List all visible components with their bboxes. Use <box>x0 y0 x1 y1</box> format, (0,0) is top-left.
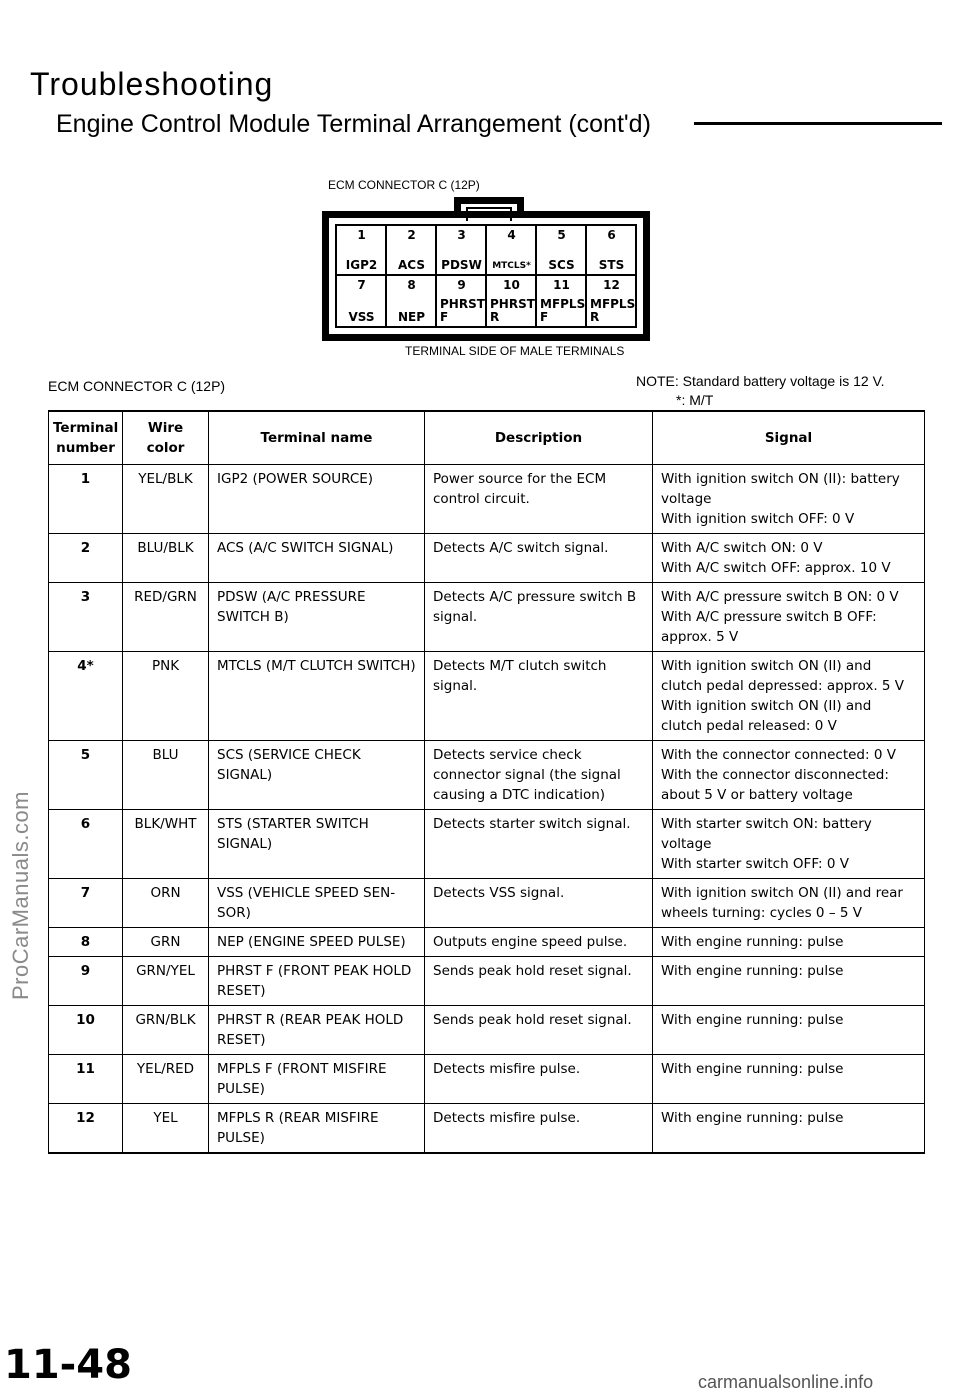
connector-pin-grid <box>335 224 637 328</box>
cell-terminal-name: SCS (SERVICE CHECK SIGNAL) <box>209 741 425 810</box>
table-row <box>49 957 925 1006</box>
terminal-table <box>48 410 925 1154</box>
cell-terminal-name: IGP2 (POWER SOURCE) <box>209 465 425 534</box>
pin-8: 8 NEP <box>387 276 437 328</box>
table-row <box>49 741 925 810</box>
terminal-side-note: TERMINAL SIDE OF MALE TERMINALS <box>405 344 625 358</box>
cell-signal: With the connector connected: 0 V With the connector disconnected: about 5 V or battery voltage <box>653 741 925 810</box>
cell-terminal-name: MFPLS R (REAR MISFIRE PULSE) <box>209 1104 425 1154</box>
cell-terminal-name: STS (STARTER SWITCH SIGNAL) <box>209 810 425 879</box>
cell-description: Detects misfire pulse. <box>425 1104 653 1154</box>
cell-terminal-number: 6 <box>49 810 123 879</box>
cell-wire-color: BLU <box>123 741 209 810</box>
cell-wire-color: PNK <box>123 652 209 741</box>
table-row <box>49 583 925 652</box>
cell-signal: With A/C switch ON: 0 V With A/C switch OFF: approx. 10 V <box>653 534 925 583</box>
cell-signal: With engine running: pulse <box>653 1055 925 1104</box>
section-subtitle: Engine Control Module Terminal Arrangement (cont'd) <box>56 110 651 138</box>
cell-terminal-number: 9 <box>49 957 123 1006</box>
cell-terminal-name: MTCLS (M/T CLUTCH SWITCH) <box>209 652 425 741</box>
cell-wire-color: YEL/RED <box>123 1055 209 1104</box>
note-mt: *: M/T <box>676 392 714 408</box>
cell-description: Power source for the ECM control circuit. <box>425 465 653 534</box>
pin-2: 2 ACS <box>387 226 437 276</box>
cell-wire-color: GRN/YEL <box>123 957 209 1006</box>
cell-description: Detects starter switch signal. <box>425 810 653 879</box>
cell-terminal-number: 2 <box>49 534 123 583</box>
header-terminal-name: Terminal name <box>209 411 425 465</box>
cell-terminal-number: 11 <box>49 1055 123 1104</box>
cell-signal: With A/C pressure switch B ON: 0 V With A/C pressure switch B OFF: approx. 5 V <box>653 583 925 652</box>
cell-terminal-name: VSS (VEHICLE SPEED SEN-SOR) <box>209 879 425 928</box>
cell-signal: With starter switch ON: battery voltage With starter switch OFF: 0 V <box>653 810 925 879</box>
cell-wire-color: RED/GRN <box>123 583 209 652</box>
table-row <box>49 928 925 957</box>
cell-description: Outputs engine speed pulse. <box>425 928 653 957</box>
cell-signal: With engine running: pulse <box>653 1104 925 1154</box>
cell-terminal-number: 3 <box>49 583 123 652</box>
cell-terminal-name: NEP (ENGINE SPEED PULSE) <box>209 928 425 957</box>
cell-description: Sends peak hold reset signal. <box>425 957 653 1006</box>
cell-signal: With engine running: pulse <box>653 957 925 1006</box>
cell-signal: With ignition switch ON (II) and rear wheels turning: cycles 0 – 5 V <box>653 879 925 928</box>
cell-signal: With engine running: pulse <box>653 928 925 957</box>
cell-wire-color: ORN <box>123 879 209 928</box>
cell-signal: With engine running: pulse <box>653 1006 925 1055</box>
pin-1: 1 IGP2 <box>337 226 387 276</box>
cell-signal: With ignition switch ON (II) and clutch pedal depressed: approx. 5 V With ignition switch ON (II) and clutch pedal released: 0 V <box>653 652 925 741</box>
table-row <box>49 534 925 583</box>
table-row <box>49 652 925 741</box>
cell-terminal-number: 4* <box>49 652 123 741</box>
cell-description: Detects service check connector signal (the signal causing a DTC indication) <box>425 741 653 810</box>
table-row <box>49 1055 925 1104</box>
pin-10: 10 PHRST R <box>487 276 537 328</box>
cell-wire-color: YEL <box>123 1104 209 1154</box>
header-terminal-number: Terminal number <box>49 411 123 465</box>
table-row <box>49 810 925 879</box>
pin-11: 11 MFPLS F <box>537 276 587 328</box>
cell-wire-color: GRN/BLK <box>123 1006 209 1055</box>
table-row <box>49 879 925 928</box>
header-signal: Signal <box>653 411 925 465</box>
cell-wire-color: BLK/WHT <box>123 810 209 879</box>
cell-terminal-number: 5 <box>49 741 123 810</box>
cell-terminal-name: PHRST R (REAR PEAK HOLD RESET) <box>209 1006 425 1055</box>
cell-description: Detects misfire pulse. <box>425 1055 653 1104</box>
page-title: Troubleshooting <box>30 66 274 102</box>
header-description: Description <box>425 411 653 465</box>
connector-lock-tab-inner <box>466 207 512 221</box>
site-mark: carmanualsonline.info <box>698 1372 874 1392</box>
pin-3: 3 PDSW <box>437 226 487 276</box>
table-caption: ECM CONNECTOR C (12P) <box>48 378 226 394</box>
cell-terminal-number: 7 <box>49 879 123 928</box>
cell-wire-color: YEL/BLK <box>123 465 209 534</box>
cell-description: Detects M/T clutch switch signal. <box>425 652 653 741</box>
cell-terminal-number: 12 <box>49 1104 123 1154</box>
cell-description: Sends peak hold reset signal. <box>425 1006 653 1055</box>
cell-terminal-name: ACS (A/C SWITCH SIGNAL) <box>209 534 425 583</box>
page-number: 11-48 <box>4 1342 132 1388</box>
pin-5: 5 SCS <box>537 226 587 276</box>
table-row <box>49 1006 925 1055</box>
cell-terminal-number: 10 <box>49 1006 123 1055</box>
table-header-row <box>49 411 925 465</box>
subtitle-rule <box>694 122 942 125</box>
table-row <box>49 465 925 534</box>
note-battery: NOTE: Standard battery voltage is 12 V. <box>636 373 885 389</box>
cell-signal: With ignition switch ON (II): battery voltage With ignition switch OFF: 0 V <box>653 465 925 534</box>
cell-terminal-name: MFPLS F (FRONT MISFIRE PULSE) <box>209 1055 425 1104</box>
header-wire-color: Wire color <box>123 411 209 465</box>
watermark: ProCarManuals.com <box>8 790 33 1000</box>
cell-terminal-number: 8 <box>49 928 123 957</box>
pin-6: 6 STS <box>587 226 637 276</box>
connector-diagram-label: ECM CONNECTOR C (12P) <box>328 178 480 192</box>
cell-description: Detects A/C pressure switch B signal. <box>425 583 653 652</box>
cell-description: Detects VSS signal. <box>425 879 653 928</box>
table-row <box>49 1104 925 1154</box>
pin-12: 12 MFPLS R <box>587 276 637 328</box>
cell-terminal-number: 1 <box>49 465 123 534</box>
cell-terminal-name: PDSW (A/C PRESSURE SWITCH B) <box>209 583 425 652</box>
pin-9: 9 PHRST F <box>437 276 487 328</box>
cell-wire-color: GRN <box>123 928 209 957</box>
cell-wire-color: BLU/BLK <box>123 534 209 583</box>
cell-description: Detects A/C switch signal. <box>425 534 653 583</box>
cell-terminal-name: PHRST F (FRONT PEAK HOLD RESET) <box>209 957 425 1006</box>
note-block <box>636 372 885 410</box>
pin-4: 4 MTCLS* <box>487 226 537 276</box>
pin-7: 7 VSS <box>337 276 387 328</box>
